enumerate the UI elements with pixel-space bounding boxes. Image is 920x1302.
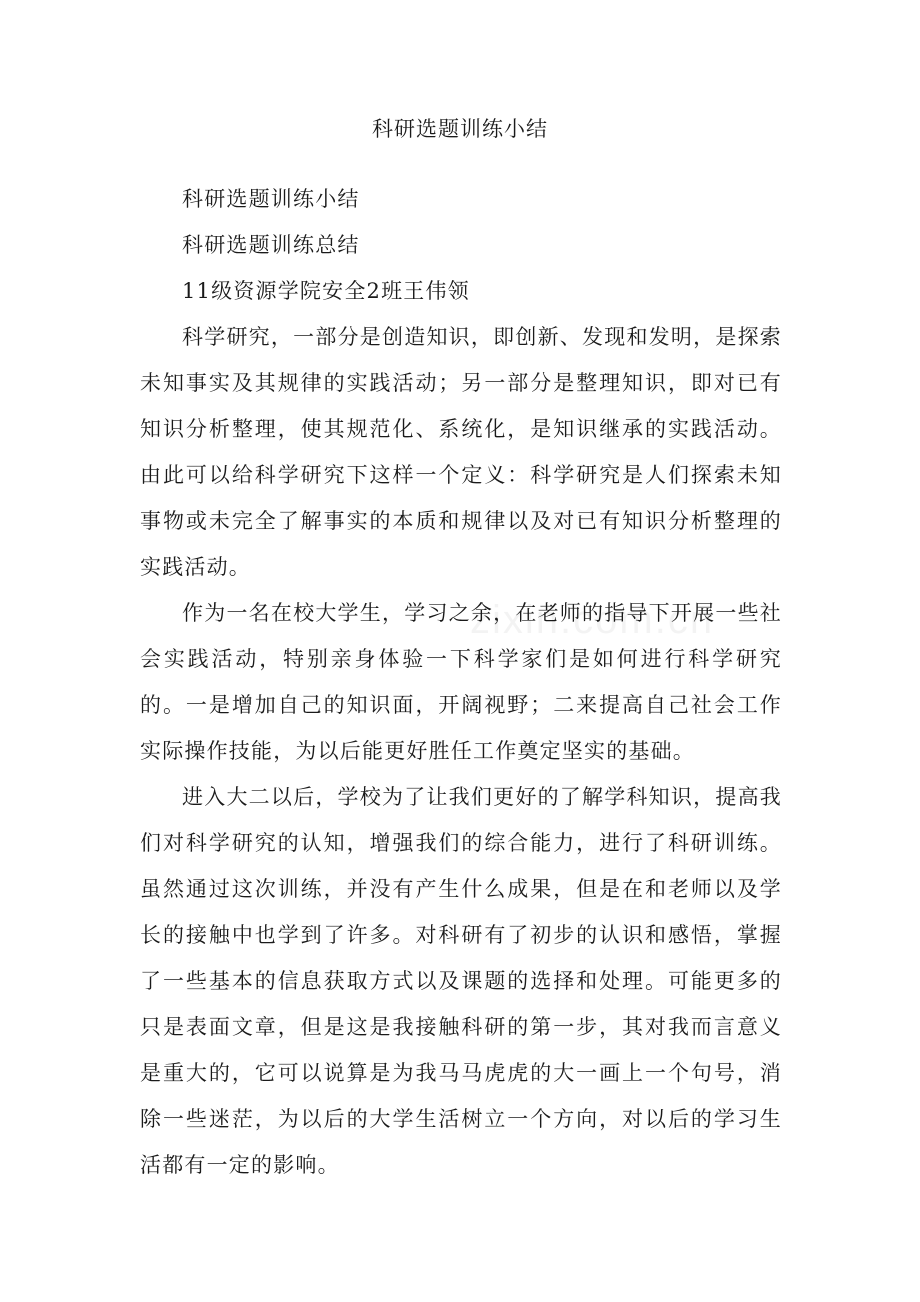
- watermark: [470, 598, 714, 643]
- paragraph-definition: 科学研究，一部分是创造知识，即创新、发现和发明，是探索未知事实及其规律的实践活动；另一部分是整理知识，即对已有知识分析整理，使其规范化、系统化，是知识继承的实践活动。由此可以给科学研究下这样一个定义：科学研究是人们探索未知事物或未完全了解事实的本质和规律以及对已有知识分析整理的实践活动。: [140, 325, 782, 579]
- document-body: [140, 176, 782, 1188]
- paragraph-summary-heading: 科研选题训练总结: [182, 233, 360, 257]
- paragraph-motivation: 作为一名在校大学生，学习之余，在老师的指导下开展一些社会实践活动，特别亲身体验一下科学家们是如何进行科学研究的。一是增加自己的知识面，开阔视野；二来提高自己社会工作实际操作技能，为以后能更好胜任工作奠定坚实的基础。: [140, 601, 782, 763]
- paragraph-author: 11级资源学院安全2班王伟领: [182, 279, 470, 303]
- paragraph-subtitle: 科研选题训练小结: [182, 187, 360, 211]
- document-title: 科研选题训练小结: [372, 117, 548, 141]
- paragraph-experience: 进入大二以后，学校为了让我们更好的了解学科知识，提高我们对科学研究的认知，增强我们的综合能力，进行了科研训练。虽然通过这次训练，并没有产生什么成果，但是在和老师以及学长的接触中也学到了许多。对科研有了初步的认识和感悟，掌握了一些基本的信息获取方式以及课题的选择和处理。可能更多的只是表面文章，但是这是我接触科研的第一步，其对我而言意义是重大的，它可以说算是为我马马虎虎的大一画上一个句号，消除一些迷茫，为以后的大学生活树立一个方向，对以后的学习生活都有一定的影响。: [140, 785, 782, 1177]
